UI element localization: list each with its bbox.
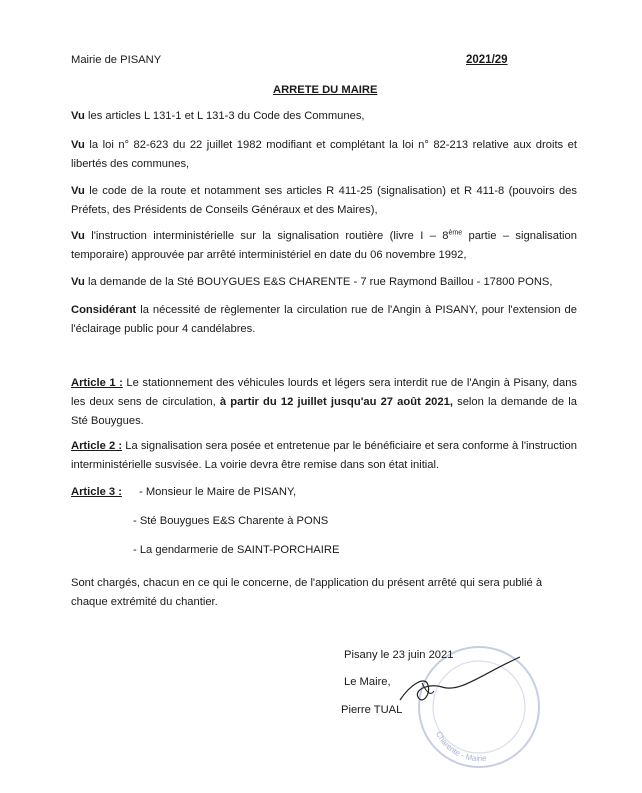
article-3-item-3: - La gendarmerie de SAINT-PORCHAIRE bbox=[133, 544, 340, 556]
vu-keyword: Vu bbox=[71, 110, 85, 122]
arrete-number: 2021/29 bbox=[466, 54, 508, 66]
article-2: Article 2 : La signalisation sera posée et entretenue par le bénéficiaire et sera conforme à l'instruction interministérielle susvisée. La voirie devra être remise dans son état initial. bbox=[71, 440, 577, 471]
closing-paragraph: Sont chargés, chacun en ce qui le concerne, de l'application du présent arrêté qui sera publié à chaque extrémité du chantier. bbox=[71, 577, 543, 608]
vu-keyword: Vu bbox=[71, 230, 85, 242]
signature-role: Le Maire, bbox=[344, 676, 391, 688]
vu-paragraph-5: Vu la demande de la Sté BOUYGUES E&S CHARENTE - 7 rue Raymond Baillou - 17800 PONS, bbox=[71, 276, 553, 288]
vu-paragraph-2: Vu la loi n° 82-623 du 22 juillet 1982 modifiant et complétant la loi n° 82-213 relative aux droits et libertés des communes, bbox=[71, 139, 577, 170]
article-1-label: Article 1 : bbox=[71, 377, 123, 389]
article-2-label: Article 2 : bbox=[71, 440, 123, 452]
signature-place-date: Pisany le 23 juin 2021 bbox=[344, 649, 454, 661]
article-3-item-1: - Monsieur le Maire de PISANY, bbox=[139, 486, 297, 498]
vu-keyword: Vu bbox=[71, 139, 85, 151]
svg-text:Charente - Mairie: Charente - Mairie bbox=[434, 729, 487, 764]
vu-paragraph-1: Vu les articles L 131-1 et L 131-3 du Code des Communes, bbox=[71, 110, 365, 122]
article-3-item-2: - Sté Bouygues E&S Charente à PONS bbox=[133, 515, 329, 527]
vu-keyword: Vu bbox=[71, 185, 85, 197]
signature-name: Pierre TUAL bbox=[341, 704, 403, 716]
article-1-dates: à partir du 12 juillet jusqu'au 27 août 2021, bbox=[219, 396, 453, 408]
document-title: ARRETE DU MAIRE bbox=[273, 84, 378, 96]
vu-keyword: Vu bbox=[71, 276, 85, 288]
article-1: Article 1 : Le stationnement des véhicules lourds et légers sera interdit rue de l'Angin à Pisany, dans les deux sens de circulation, à partir du 12 juillet jusqu'au 27 août 2021, selon la demande de la Sté Bouygues. bbox=[71, 377, 578, 427]
vu-paragraph-4: Vu l'instruction interministérielle sur la signalisation routière (livre I – 8ème partie – signalisation temporaire) approuvée par arrêté interministériel en date du 06 novembre 1992, bbox=[71, 229, 577, 261]
considerant-paragraph: Considérant la nécessité de règlementer la circulation rue de l'Angin à PISANY, pour l'extension de l'éclairage public pour 4 candélabres. bbox=[71, 304, 577, 335]
mairie-header: Mairie de PISANY bbox=[71, 54, 162, 66]
article-3-label: Article 3 : bbox=[71, 486, 122, 498]
vu-paragraph-3: Vu le code de la route et notamment ses articles R 411-25 (signalisation) et R 411-8 (pouvoirs des Préfets, des Présidents de Conseils Généraux et des Maires), bbox=[71, 185, 577, 216]
considerant-keyword: Considérant bbox=[71, 304, 137, 316]
